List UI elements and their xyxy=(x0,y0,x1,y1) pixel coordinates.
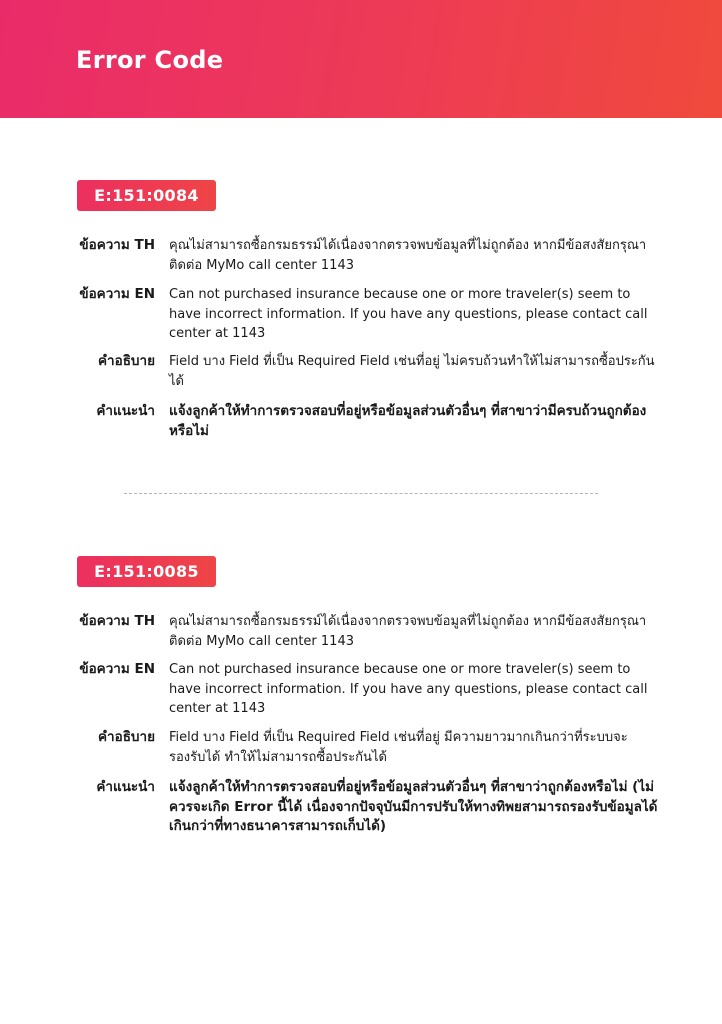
message-th-label: ข้อความ TH xyxy=(79,237,155,253)
error-code-badge: E:151:0085 xyxy=(77,556,216,587)
message-th-value: คุณไม่สามารถซื้อกรมธรรม์ได้เนื่องจากตรวจพบข้อมูลที่ไม่ถูกต้อง หากมีข้อสงสัยกรุณาติดต่อ MyMo call center 1143 xyxy=(169,238,647,273)
recommendation-value: แจ้งลูกค้าให้ทำการตรวจสอบที่อยู่หรือข้อมูลส่วนตัวอื่นๆ ที่สาขาว่าถูกต้องหรือไม่ (ไม่ควรจะเกิด Error นี้ได้ เนื่องจากปัจจุบันมีการปรับให้ทางทิพยสามารถรองรับข้อมูลได้เกินกว่าที่ทางธนาคารสามารถเก็บได้) xyxy=(169,779,658,834)
message-en-value: Can not purchased insurance because one or more traveler(s) seem to have incorrect information. If you have any questions, please contact call center at 1143 xyxy=(169,662,648,716)
message-th-label: ข้อความ TH xyxy=(79,613,155,629)
recommendation-value: แจ้งลูกค้าให้ทำการตรวจสอบที่อยู่หรือข้อมูลส่วนตัวอื่นๆ ที่สาขาว่ามีครบถ้วนถูกต้องหรือไม่ xyxy=(169,403,647,439)
description-label: คำอธิบาย xyxy=(97,729,155,745)
description-value: Field บาง Field ที่เป็น Required Field เช่นที่อยู่ มีความยาวมากเกินกว่าที่ระบบจะรองรับได้ ทำให้ไม่สามารถซื้อประกันได้ xyxy=(169,730,628,765)
section-divider xyxy=(124,493,598,494)
message-th-value: คุณไม่สามารถซื้อกรมธรรม์ได้เนื่องจากตรวจพบข้อมูลที่ไม่ถูกต้อง หากมีข้อสงสัยกรุณาติดต่อ MyMo call center 1143 xyxy=(169,614,647,649)
message-en-label: ข้อความ EN xyxy=(79,286,155,302)
recommendation-label: คำแนะนำ xyxy=(96,403,155,419)
error-code-badge: E:151:0084 xyxy=(77,180,216,211)
page-header xyxy=(0,0,722,118)
message-en-value: Can not purchased insurance because one or more traveler(s) seem to have incorrect information. If you have any questions, please contact call center at 1143 xyxy=(169,287,648,341)
description-value: Field บาง Field ที่เป็น Required Field เช่นที่อยู่ ไม่ครบถ้วนทำให้ไม่สามารถซื้อประกันได้ xyxy=(169,354,655,389)
message-en-label: ข้อความ EN xyxy=(79,661,155,677)
page-title: Error Code xyxy=(76,46,224,74)
recommendation-label: คำแนะนำ xyxy=(96,779,155,795)
description-label: คำอธิบาย xyxy=(97,353,155,369)
